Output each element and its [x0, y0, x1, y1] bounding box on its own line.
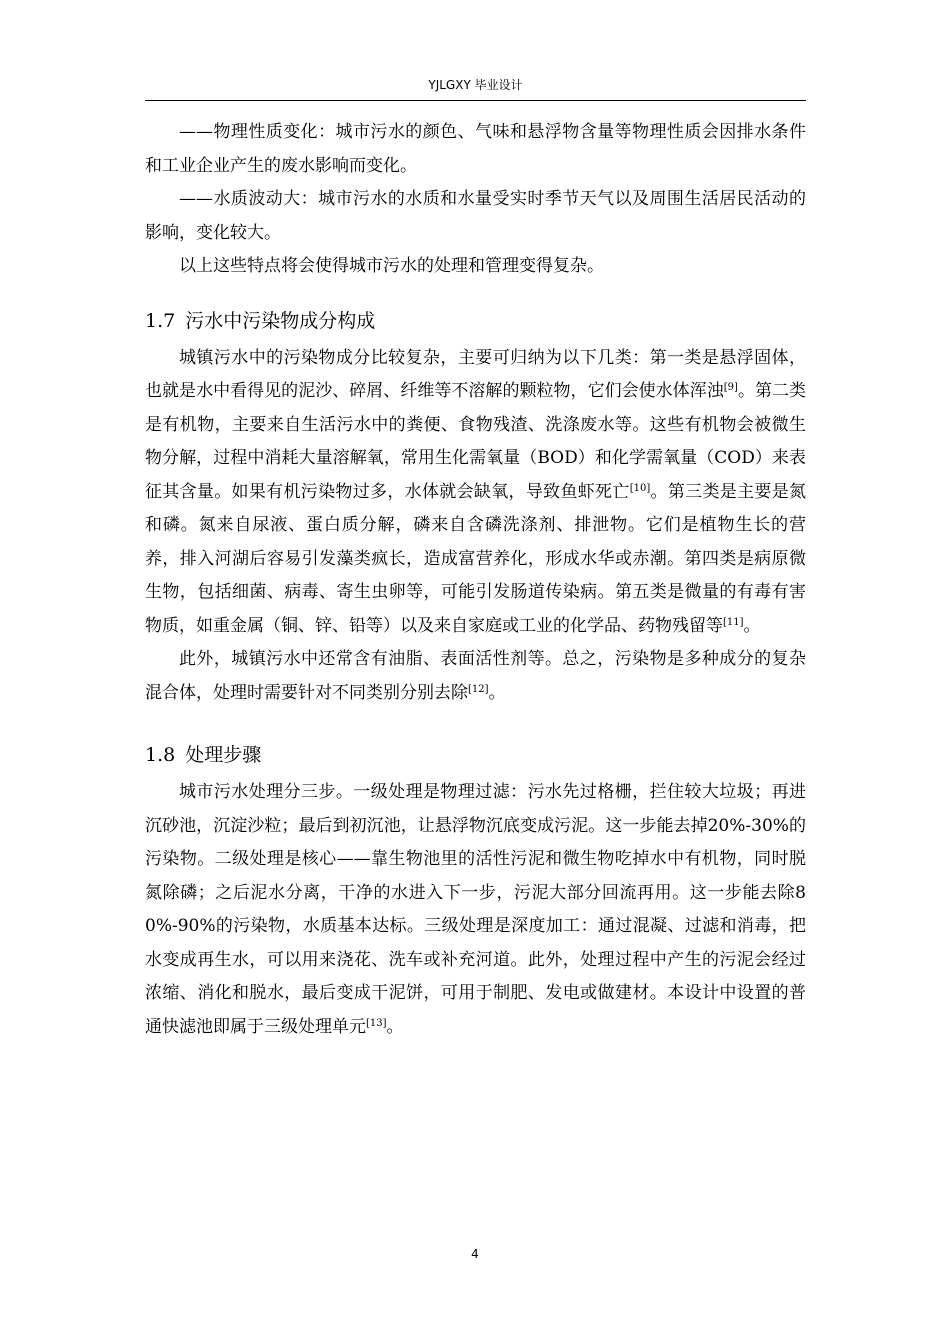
- citation-10: [10]: [629, 482, 651, 494]
- citation-11: [11]: [723, 616, 744, 628]
- intro-paragraph-summary: 以上这些特点将会使得城市污水的处理和管理变得复杂。: [179, 256, 604, 276]
- header-title: YJLGXY 毕业设计: [428, 78, 523, 92]
- section-1-8-p1-text-b: 。: [386, 1016, 404, 1037]
- section-1-8-paragraph-1: [145, 776, 806, 1044]
- document-body: [145, 116, 806, 1044]
- citation-12: [12]: [468, 683, 489, 695]
- section-1-7-p1-text-a: 城镇污水中的污染物成分比较复杂，主要可归纳为以下几类：第一类是悬浮固体，也就是水中看得见的泥沙、碎屑、纤维等不溶解的颗粒物，它们会使水体浑浊: [145, 347, 806, 401]
- section-1-8-p1-text-a: 城市污水处理分三步。一级处理是物理过滤：污水先过格栅，拦住较大垃圾；再进沉砂池，沉淀沙粒；最后到初沉池，让悬浮物沉底变成污泥。这一步能去掉20%-30%的污染物。二级处理是核心——靠生物池里的活性污泥和微生物吃掉水中有机物，同时脱氮除磷；之后泥水分离，干净的水进入下一步，污泥大部分回流再用。这一步能去除80%-90%的污染物，水质基本达标。三级处理是深度加工：通过混凝、过滤和消毒，把水变成再生水，可以用来浇花、洗车或补充河道。此外，处理过程中产生的污泥会经过浓缩、消化和脱水，最后变成干泥饼，可用于制肥、发电或做建材。本设计中设置的普通快滤池即属于三级处理单元: [145, 782, 806, 1037]
- section-1-7-heading: [145, 306, 806, 336]
- page-header: [145, 76, 806, 94]
- header-rule: [145, 100, 806, 101]
- intro-paragraph-physical: ——物理性质变化：城市污水的颜色、气味和悬浮物含量等物理性质会因排水条件和工业企业产生的废水影响而变化。: [145, 122, 806, 176]
- citation-13: [13]: [366, 1017, 387, 1029]
- section-1-8-number: 1.8: [145, 744, 176, 766]
- section-1-7-p2-text-a: 此外，城镇污水中还常含有油脂、表面活性剂等。总之，污染物是多种成分的复杂混合体，处理时需要针对不同类别分别去除: [145, 649, 806, 703]
- section-1-7-p1-text-d: 。: [743, 615, 761, 636]
- section-1-7-paragraph-2: [145, 643, 806, 710]
- section-1-8-title: 处理步骤: [185, 744, 262, 766]
- page-number: 4: [471, 1247, 479, 1261]
- intro-paragraph-fluctuation: ——水质波动大：城市污水的水质和水量受实时季节天气以及周围生活居民活动的影响，变化较大。: [145, 189, 806, 243]
- section-1-8-heading: [145, 740, 806, 770]
- section-1-7-p1-text-c: 。第三类是主要是氮和磷。氮来自尿液、蛋白质分解，磷来自含磷洗涤剂、排泄物。它们是植物生长的营养，排入河湖后容易引发藻类疯长，造成富营养化，形成水华或赤潮。第四类是病原微生物，包括细菌、病毒、寄生虫卵等，可能引发肠道传染病。第五类是微量的有毒有害物质，如重金属（铜、锌、铅等）以及来自家庭或工业的化学品、药物残留等: [145, 481, 807, 636]
- section-1-7-number: 1.7: [145, 309, 176, 332]
- section-1-7-title: 污水中污染物成分构成: [185, 309, 376, 332]
- citation-9: [9]: [723, 382, 738, 393]
- section-1-7-p2-text-b: 。: [488, 682, 506, 703]
- section-1-7-paragraph-1: [145, 342, 806, 644]
- section-1-7-p1-text-b: 。第二类是有机物，主要来自生活污水中的粪便、食物残渣、洗涤废水等。这些有机物会被微生物分解，过程中消耗大量溶解氧，常用生化需氧量（BOD）和化学需氧量（COD）来表征其含量。如果有机污染物过多，水体就会缺氧，导致鱼虾死亡: [145, 381, 807, 502]
